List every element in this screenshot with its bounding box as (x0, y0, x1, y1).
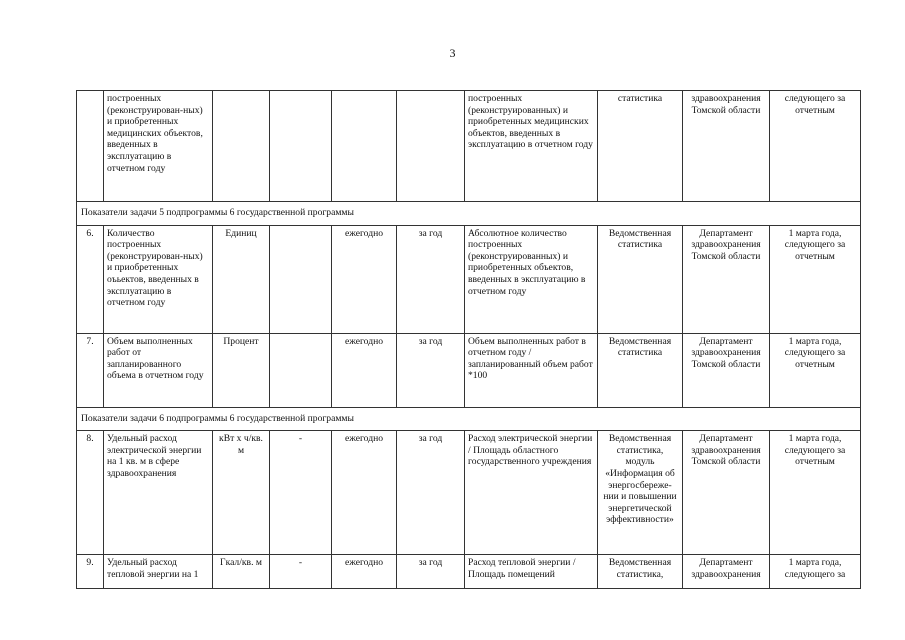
cell-data-source: Ведомственная статистика (598, 333, 683, 407)
cell-deadline: 1 марта года, следующего за отчетным (770, 333, 861, 407)
cell-unit: кВт х ч/кв. м (213, 431, 270, 555)
cell-frequency (332, 91, 397, 202)
indicators-table (76, 90, 861, 589)
cell-number: 8. (77, 431, 104, 555)
cell-unit: Процент (213, 333, 270, 407)
cell-base-value: - (270, 555, 332, 589)
cell-base-value (270, 333, 332, 407)
cell-indicator-name: Количество построенных (реконструирован-ных) и приобретенных оъьектов, введенных в эксплуатацию в отчетном году (104, 225, 213, 333)
cell-responsible: Департамент здравоохранения Томской области (683, 431, 770, 555)
cell-number (77, 91, 104, 202)
cell-number: 7. (77, 333, 104, 407)
section-row (77, 202, 861, 226)
cell-period: за год (397, 431, 465, 555)
cell-responsible: Департамент здравоохранения Томской области (683, 225, 770, 333)
table-row (77, 333, 861, 407)
cell-indicator-name: Удельный расход электрической энергии на 1 кв. м в сфере здравоохранения (104, 431, 213, 555)
cell-deadline: 1 марта года, следующего за (770, 555, 861, 589)
cell-deadline: 1 марта года, следующего за отчетным (770, 225, 861, 333)
cell-calculation-method: Объем выполненных работ в отчетном году / запланированный объем работ *100 (465, 333, 598, 407)
page-number: 3 (449, 46, 456, 60)
cell-unit: Гкал/кв. м (213, 555, 270, 589)
cell-base-value: - (270, 431, 332, 555)
cell-calculation-method: построенных (реконструированных) и приобретенных медицинских объектов, введенных в эксплуатацию в отчетном году (465, 91, 598, 202)
cell-responsible: Департамент здравоохранения Томской области (683, 333, 770, 407)
cell-responsible: Департамент здравоохранения (683, 555, 770, 589)
cell-data-source: статистика (598, 91, 683, 202)
cell-unit (213, 91, 270, 202)
cell-data-source: Ведомственная статистика, модуль «Информация об энергосбереже-нии и повышении энергетической эффективности» (598, 431, 683, 555)
table-row (77, 225, 861, 333)
cell-indicator-name: Объем выполненных работ от запланированного объема в отчетном году (104, 333, 213, 407)
cell-number: 9. (77, 555, 104, 589)
table-row (77, 91, 861, 202)
cell-deadline: 1 марта года, следующего за отчетным (770, 431, 861, 555)
cell-deadline: следующего за отчетным (770, 91, 861, 202)
cell-number: 6. (77, 225, 104, 333)
cell-base-value (270, 91, 332, 202)
cell-indicator-name: Удельный расход тепловой энергии на 1 (104, 555, 213, 589)
cell-period: за год (397, 333, 465, 407)
cell-calculation-method: Расход тепловой энергии / Площадь помещений (465, 555, 598, 589)
cell-period: за год (397, 555, 465, 589)
cell-unit: Единиц (213, 225, 270, 333)
section-heading: Показатели задачи 5 подпрограммы 6 государственной программы (77, 202, 861, 226)
cell-data-source: Ведомственная статистика, (598, 555, 683, 589)
cell-base-value (270, 225, 332, 333)
cell-frequency: ежегодно (332, 333, 397, 407)
table-row (77, 555, 861, 589)
cell-frequency: ежегодно (332, 555, 397, 589)
cell-frequency: ежегодно (332, 225, 397, 333)
table-row (77, 431, 861, 555)
cell-calculation-method: Абсолютное количество построенных (реконструированных) и приобретенных объектов, введенных в эксплуатацию в отчетном году (465, 225, 598, 333)
cell-indicator-name: построенных (реконструирован-ных) и приобретенных медицинских объектов, введенных в эксплуатацию в отчетном году (104, 91, 213, 202)
section-heading: Показатели задачи 6 подпрограммы 6 государственной программы (77, 407, 861, 431)
cell-calculation-method: Расход электрической энергии / Площадь областного государственного учреждения (465, 431, 598, 555)
cell-responsible: здравоохранения Томской области (683, 91, 770, 202)
cell-data-source: Ведомственная статистика (598, 225, 683, 333)
section-row (77, 407, 861, 431)
cell-frequency: ежегодно (332, 431, 397, 555)
cell-period (397, 91, 465, 202)
cell-period: за год (397, 225, 465, 333)
